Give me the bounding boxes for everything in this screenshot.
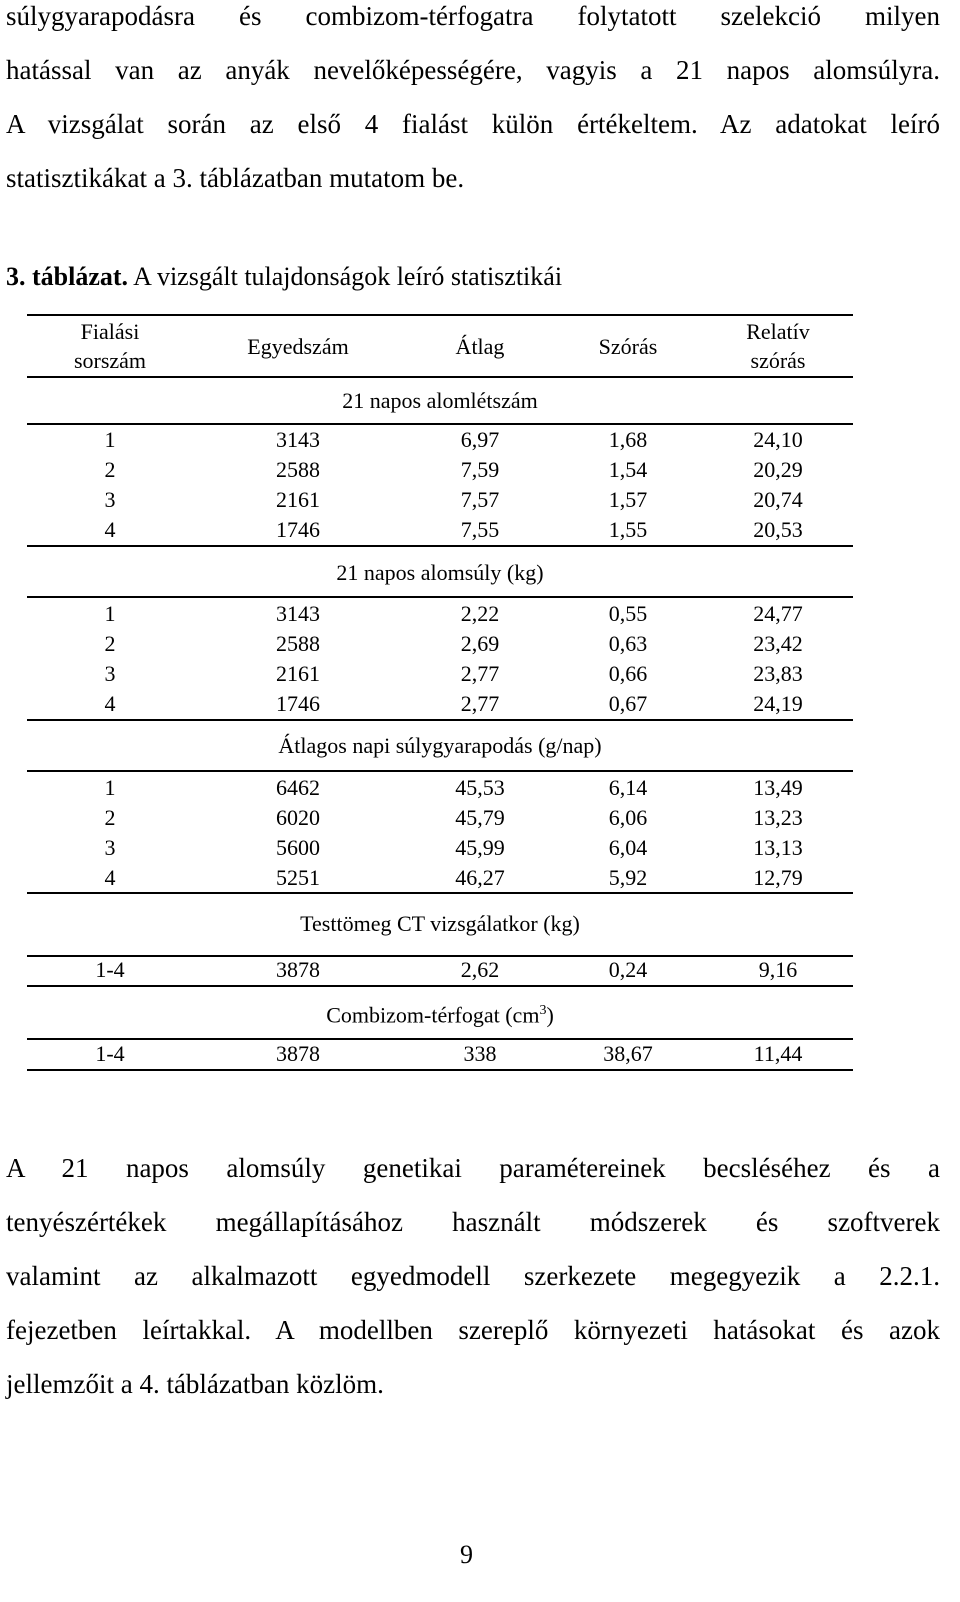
cell-atlag: 2,62 xyxy=(460,957,500,982)
section-title xyxy=(278,733,601,759)
cell-relativ-szoras: 23,42 xyxy=(753,631,803,656)
header-relativ: Relatív xyxy=(746,319,810,344)
section-bottom-rule xyxy=(27,1069,853,1071)
cell-relativ-szoras: 13,23 xyxy=(753,805,803,830)
outro-line: fejezetben leírtakkal. A modellben szereplő környezeti hatásokat és azok xyxy=(6,1315,940,1345)
cell-fialasi-sorszam: 1-4 xyxy=(95,1041,125,1066)
table-caption-text: A vizsgált tulajdonságok leíró statisztikái xyxy=(128,262,563,291)
section-title-rule xyxy=(27,955,853,957)
section-title-rule xyxy=(27,596,853,598)
cell-atlag: 2,69 xyxy=(460,631,500,656)
cell-szoras: 6,04 xyxy=(608,835,648,860)
cell-relativ-szoras: 9,16 xyxy=(758,957,798,982)
outro-line: valamint az alkalmazott egyedmodell szerkezete megegyezik a 2.2.1. xyxy=(6,1261,940,1291)
cell-fialasi-sorszam: 3 xyxy=(104,661,116,686)
section-title-text: Testtömeg CT vizsgálatkor (kg) xyxy=(300,911,580,936)
cell-szoras: 0,66 xyxy=(608,661,648,686)
intro-line: hatással van az anyák nevelőképességére, vagyis a 21 napos alomsúlyra. xyxy=(6,55,940,85)
cell-egyedszam: 5600 xyxy=(276,835,320,860)
cell-relativ-szoras: 20,53 xyxy=(753,517,803,542)
cell-szoras: 1,54 xyxy=(608,457,648,482)
intro-line: súlygyarapodásra és combizom-térfogatra folytatott szelekció milyen xyxy=(6,1,940,31)
cell-szoras: 0,55 xyxy=(608,601,648,626)
cell-szoras: 38,67 xyxy=(603,1041,653,1066)
cell-egyedszam: 5251 xyxy=(276,865,320,890)
cell-fialasi-sorszam: 4 xyxy=(104,691,116,716)
cell-egyedszam: 3143 xyxy=(276,601,320,626)
cell-fialasi-sorszam: 2 xyxy=(104,631,116,656)
cell-atlag: 6,97 xyxy=(460,427,500,452)
cell-egyedszam: 3878 xyxy=(276,957,320,982)
cell-egyedszam: 2588 xyxy=(276,457,320,482)
cell-egyedszam: 1746 xyxy=(276,517,320,542)
header-atlag: Átlag xyxy=(455,334,505,359)
section-bottom-rule xyxy=(27,892,853,894)
cell-egyedszam: 2161 xyxy=(276,487,320,512)
section-title-text: 21 napos alomlétszám xyxy=(342,388,538,413)
cell-fialasi-sorszam: 2 xyxy=(104,805,116,830)
section-title xyxy=(342,388,538,414)
cell-egyedszam: 3878 xyxy=(276,1041,320,1066)
cell-fialasi-sorszam: 3 xyxy=(104,487,116,512)
outro-paragraph xyxy=(6,1141,940,1411)
cell-fialasi-sorszam: 4 xyxy=(104,865,116,890)
cell-atlag: 2,77 xyxy=(460,691,500,716)
cell-szoras: 1,55 xyxy=(608,517,648,542)
cell-szoras: 6,06 xyxy=(608,805,648,830)
section-title xyxy=(326,998,554,1028)
outro-line: jellemzőit a 4. táblázatban közlöm. xyxy=(6,1369,384,1399)
cell-fialasi-sorszam: 3 xyxy=(104,835,116,860)
intro-line: statisztikákat a 3. táblázatban mutatom be. xyxy=(6,163,465,193)
table-caption-label: 3. táblázat. xyxy=(6,262,129,291)
cell-atlag: 7,59 xyxy=(460,457,500,482)
section-title-text: 21 napos alomsúly (kg) xyxy=(336,560,544,585)
cell-relativ-szoras: 23,83 xyxy=(753,661,803,686)
cell-atlag: 2,22 xyxy=(460,601,500,626)
cell-atlag: 338 xyxy=(463,1041,497,1066)
cell-atlag: 45,99 xyxy=(455,835,505,860)
section-title-rule xyxy=(27,770,853,772)
cell-atlag: 2,77 xyxy=(460,661,500,686)
section-title-rule xyxy=(27,1038,853,1040)
header-fialasi: Fialási xyxy=(80,319,140,344)
cell-szoras: 1,57 xyxy=(608,487,648,512)
cell-atlag: 7,55 xyxy=(460,517,500,542)
header-bottom-rule xyxy=(27,376,853,378)
cell-relativ-szoras: 24,19 xyxy=(753,691,803,716)
cell-egyedszam: 2588 xyxy=(276,631,320,656)
cell-fialasi-sorszam: 1 xyxy=(104,427,116,452)
cell-fialasi-sorszam: 1-4 xyxy=(95,957,125,982)
header-szoras: Szórás xyxy=(598,334,658,359)
section-bottom-rule xyxy=(27,985,853,987)
section-title-text: Átlagos napi súlygyarapodás (g/nap) xyxy=(278,733,602,758)
section-title-superscript: 3 xyxy=(539,1003,547,1018)
header-egyedszam: Egyedszám xyxy=(247,334,349,359)
cell-fialasi-sorszam: 1 xyxy=(104,601,116,626)
cell-egyedszam: 3143 xyxy=(276,427,320,452)
cell-szoras: 1,68 xyxy=(608,427,648,452)
cell-atlag: 7,57 xyxy=(460,487,500,512)
section-title-text: Combizom-térfogat (cm xyxy=(326,1002,540,1028)
outro-line: tenyészértékek megállapításához használt módszerek és szoftverek xyxy=(6,1207,940,1237)
cell-relativ-szoras: 13,49 xyxy=(753,775,803,800)
cell-fialasi-sorszam: 1 xyxy=(104,775,116,800)
section-title-rule xyxy=(27,423,853,425)
section-title xyxy=(336,560,543,586)
section-bottom-rule xyxy=(27,545,853,547)
cell-szoras: 0,67 xyxy=(608,691,648,716)
cell-relativ-szoras: 12,79 xyxy=(753,865,803,890)
table-top-rule xyxy=(27,314,853,316)
section-bottom-rule xyxy=(27,719,853,721)
page-number: 9 xyxy=(460,1540,473,1569)
header-relativ-szoras: szórás xyxy=(750,348,806,373)
cell-atlag: 45,79 xyxy=(455,805,505,830)
cell-egyedszam: 2161 xyxy=(276,661,320,686)
cell-fialasi-sorszam: 2 xyxy=(104,457,116,482)
cell-relativ-szoras: 20,74 xyxy=(753,487,803,512)
section-title xyxy=(300,911,580,937)
outro-line: A 21 napos alomsúly genetikai paramétereinek becsléséhez és a xyxy=(6,1153,940,1183)
cell-szoras: 5,92 xyxy=(608,865,648,890)
cell-szoras: 6,14 xyxy=(608,775,648,800)
section-title-end: ) xyxy=(546,1002,554,1028)
cell-egyedszam: 6020 xyxy=(276,805,320,830)
cell-fialasi-sorszam: 4 xyxy=(104,517,116,542)
cell-atlag: 46,27 xyxy=(455,865,505,890)
cell-egyedszam: 1746 xyxy=(276,691,320,716)
intro-line: A vizsgálat során az első 4 fialást külön értékeltem. Az adatokat leíró xyxy=(6,109,940,139)
cell-relativ-szoras: 24,77 xyxy=(753,601,803,626)
cell-relativ-szoras: 13,13 xyxy=(753,835,803,860)
cell-relativ-szoras: 20,29 xyxy=(753,457,803,482)
cell-egyedszam: 6462 xyxy=(276,775,320,800)
cell-relativ-szoras: 24,10 xyxy=(753,427,803,452)
cell-atlag: 45,53 xyxy=(455,775,505,800)
cell-szoras: 0,63 xyxy=(608,631,648,656)
cell-szoras: 0,24 xyxy=(608,957,648,982)
cell-relativ-szoras: 11,44 xyxy=(753,1041,803,1066)
header-sorszam: sorszám xyxy=(73,348,147,373)
